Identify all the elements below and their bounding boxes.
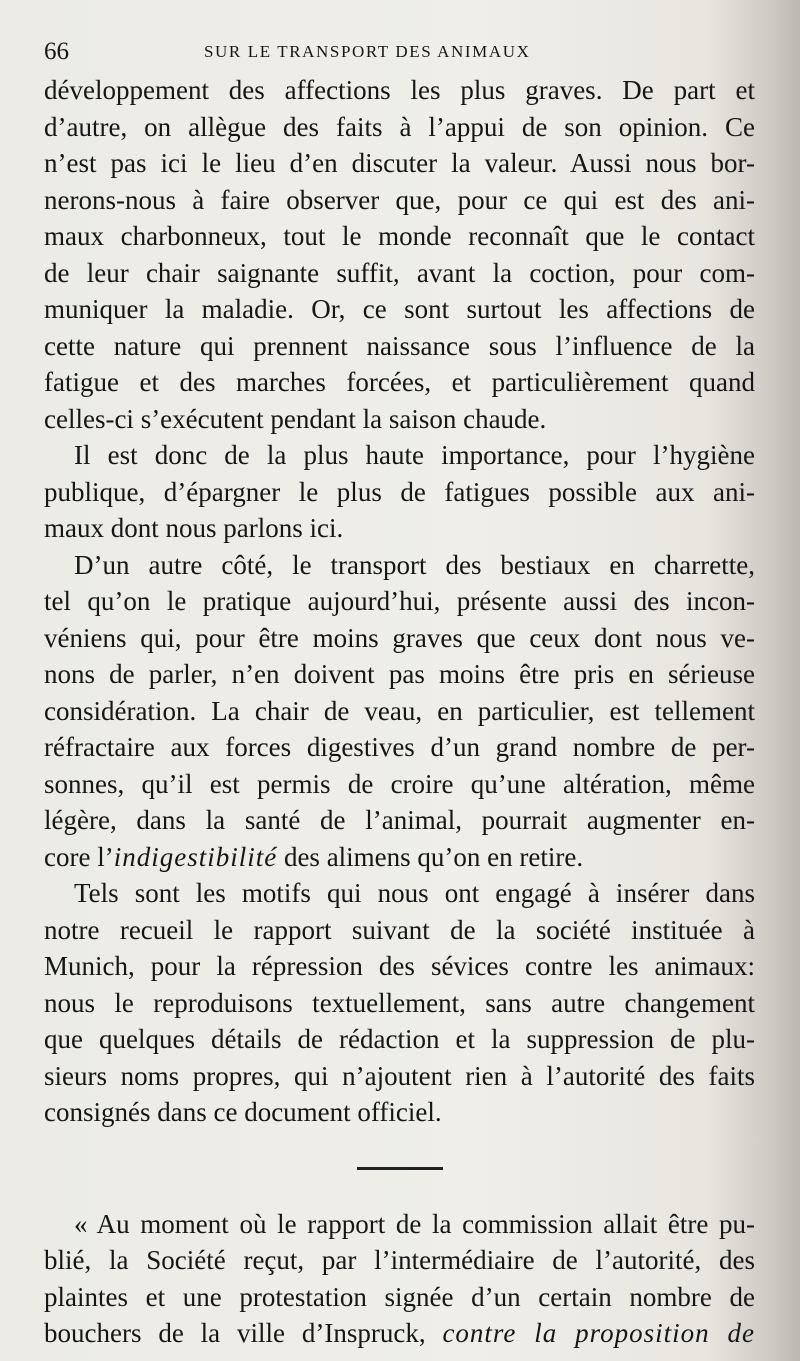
text-line: sonnes, qu’il est permis de croire qu’une altération, même xyxy=(44,768,755,799)
text-line: développement des affections les plus graves. De part et xyxy=(44,75,755,105)
page-body xyxy=(44,72,755,1352)
paragraph-2 xyxy=(44,437,755,547)
running-head: SUR LE TRANSPORT DES ANIMAUX xyxy=(204,42,531,61)
paragraph-5 xyxy=(44,1206,755,1352)
text-line: plaintes et une protestation signée d’un certain nombre de xyxy=(44,1281,755,1312)
text-line: réfractaire aux forces digestives d’un grand nombre de per- xyxy=(44,732,755,762)
section-divider xyxy=(357,1167,443,1170)
text-line: de leur chair saignante suffit, avant la coction, pour com- xyxy=(44,257,755,288)
text-line: Il est donc de la plus haute importance, pour l’hygiène xyxy=(74,440,755,470)
text-line: n’est pas ici le lieu d’en discuter la valeur. Aussi nous bor- xyxy=(44,148,755,178)
text-line: publique, d’épargner le plus de fatigues possible aux ani- xyxy=(44,476,755,507)
text-line: légère, dans la santé de l’animal, pourrait augmenter en- xyxy=(44,805,755,835)
italic-phrase: contre la proposition de xyxy=(442,1318,755,1348)
text-line: maux dont nous parlons ici. xyxy=(44,513,344,543)
text-line: nerons-nous à faire observer que, pour ce qui est des ani- xyxy=(44,184,755,215)
text-line: Munich, pour la répression des sévices contre les animaux: xyxy=(44,951,755,981)
text-segment: core l’ xyxy=(44,841,114,872)
text-line: notre recueil le rapport suivant de la société instituée à xyxy=(44,914,755,945)
text-line: cette nature qui prennent naissance sous l’influence de la xyxy=(44,330,755,361)
paragraph-4 xyxy=(44,875,755,1131)
text-segment: des alimens qu’on en retire. xyxy=(277,841,584,872)
text-line: muniquer la maladie. Or, ce sont surtout les affections de xyxy=(44,294,755,324)
text-line: blié, la Société reçut, par l’intermédiaire de l’autorité, des xyxy=(44,1245,755,1275)
text-line: considération. La chair de veau, en particulier, est tellement xyxy=(44,695,755,726)
paragraph-1 xyxy=(44,72,755,437)
text-line: tel qu’on le pratique aujourd’hui, présente aussi des incon- xyxy=(44,586,755,616)
text-line xyxy=(44,839,755,876)
text-line: consignés dans ce document officiel. xyxy=(44,1097,442,1127)
text-line: Tels sont les motifs qui nous ont engagé à insérer dans xyxy=(74,878,755,908)
paragraph-3 xyxy=(44,547,755,876)
text-line: D’un autre côté, le transport des bestiaux en charrette, xyxy=(74,549,755,580)
text-line: que quelques détails de rédaction et la suppression de plu- xyxy=(44,1024,755,1054)
text-line: celles-ci s’exécutent pendant la saison chaude. xyxy=(44,403,547,434)
text-line: fatigue et des marches forcées, et particulièrement quand xyxy=(44,367,755,397)
text-line: « Au moment où le rapport de la commission allait être pu- xyxy=(74,1208,755,1239)
text-line: véniens qui, pour être moins graves que ceux dont nous ve- xyxy=(44,622,755,653)
text-line xyxy=(44,1315,755,1352)
text-line: sieurs noms propres, qui n’ajoutent rien à l’autorité des faits xyxy=(44,1060,755,1091)
page-header xyxy=(44,38,744,66)
text-line: nons de parler, n’en doivent pas moins être pris en sérieuse xyxy=(44,659,755,689)
text-line: maux charbonneux, tout le monde reconnaît que le contact xyxy=(44,221,755,251)
page-number: 66 xyxy=(44,38,69,65)
text-line: d’autre, on allègue des faits à l’appui de son opinion. Ce xyxy=(44,111,755,142)
text-line: nous le reproduisons textuellement, sans autre changement xyxy=(44,987,755,1018)
italic-term: indigestibilité xyxy=(113,841,278,872)
text-segment: bouchers de la ville d’Inspruck, xyxy=(44,1318,443,1348)
